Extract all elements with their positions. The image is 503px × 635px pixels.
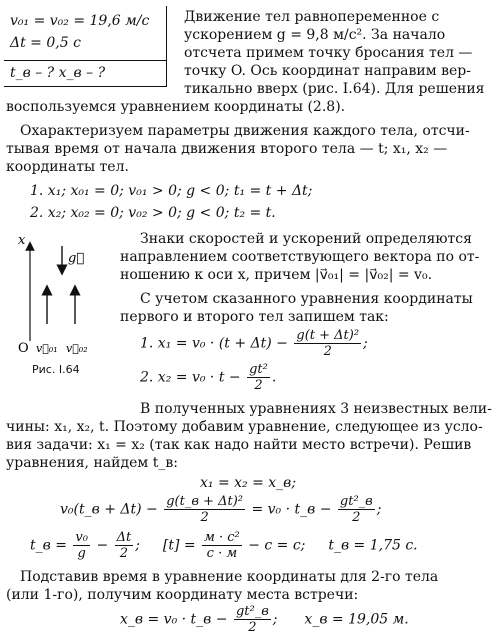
eq5-den2: 2 xyxy=(119,546,129,561)
para4-line-2: чины: x₁, x₂, t. Поэтому добавим уравнение, следующее из усло- xyxy=(6,419,483,435)
para3-line-4: С учетом сказанного уравнения координаты xyxy=(140,291,473,307)
intro-line-6: воспользуемся уравнением координаты (2.8). xyxy=(6,99,346,115)
para3-line-1: Знаки скоростей и ускорений определяются xyxy=(140,231,472,247)
para2-line-3: координаты тел. xyxy=(6,159,129,175)
eq5-result: t_в = 1,75 с. xyxy=(328,537,418,554)
equation-6 xyxy=(120,604,409,635)
eq2-num: gt² xyxy=(249,362,268,377)
equation-1 xyxy=(140,328,368,359)
eq5-fraction-1 xyxy=(73,530,90,561)
eq5-semi: ; xyxy=(135,537,140,554)
intro-line-2: ускорением g = 9,8 м/с². За начало xyxy=(184,27,446,43)
eq2-den: 2 xyxy=(254,378,263,393)
eq6-lhs: x_в = v₀ · t_в − xyxy=(120,611,228,628)
para3-line-3: ношению к оси x, причем |v⃗₀₁| = |v⃗₀₂| = v₀. xyxy=(120,267,433,283)
para4-line-1: В полученных уравнениях 3 неизвестных вели- xyxy=(140,401,492,417)
eq6-fraction xyxy=(234,604,271,635)
eq4-den2: 2 xyxy=(352,510,361,525)
eq5-t-lhs: t_в = xyxy=(30,537,67,554)
intro-line-1: Движение тел равнопеременное с xyxy=(184,9,440,25)
figure-i64 xyxy=(4,226,114,376)
eq1-den: 2 xyxy=(323,344,332,359)
para3-line-5: первого и второго тел запишем так: xyxy=(120,309,389,325)
eq6-num: gt²_в xyxy=(235,604,269,619)
given-time-interval: Δt = 0,5 с xyxy=(10,35,81,51)
eq4-fraction-2 xyxy=(338,494,375,525)
eq1-num: g(t + Δt)² xyxy=(296,328,360,343)
eq5-unit-rhs: − с = с; xyxy=(248,537,306,554)
eq2-suffix: . xyxy=(271,369,277,386)
x-axis-label: x xyxy=(18,233,26,248)
conditions-body-2: 2. x₂; x₀₂ = 0; v₀₂ > 0; g < 0; t₂ = t. xyxy=(30,205,276,221)
eq5-num1: v₀ xyxy=(75,530,88,545)
eq6-result: x_в = 19,05 м. xyxy=(304,611,409,628)
para4-line-3: вия задачи: x₁ = x₂ (так как надо найти место встречи). Решив xyxy=(6,437,472,453)
para4-line-4: уравнения, найдем t_в: xyxy=(6,455,178,471)
eq2-prefix: 2. x₂ = v₀ · t − xyxy=(140,369,241,386)
intro-line-3: отсчета примем точку бросания тел — xyxy=(184,45,473,61)
eq4-mid: = v₀ · t_в − xyxy=(251,501,332,518)
para3-line-2: направлением соответствующего вектора по от- xyxy=(120,249,480,265)
g-vector-label: g⃗ xyxy=(68,251,85,266)
para2-line-1: Охарактеризуем параметры движения каждого тела, отсчи- xyxy=(20,123,470,139)
intro-line-5: тикально вверх (рис. I.64). Для решения xyxy=(184,81,485,97)
eq1-suffix: ; xyxy=(363,335,368,352)
eq5-minus: − xyxy=(96,537,109,554)
eq5-fraction-3 xyxy=(202,530,242,561)
para5-line-1: Подставив время в уравнение координаты для 2-го тела xyxy=(20,569,439,585)
given-divider xyxy=(4,60,166,61)
eq2-fraction xyxy=(247,362,270,393)
eq5-num3: м · с² xyxy=(204,530,240,545)
eq4-num2: gt²_в xyxy=(339,494,373,509)
origin-label: O xyxy=(18,341,29,356)
eq1-fraction xyxy=(294,328,361,359)
eq4-den1: 2 xyxy=(200,510,209,525)
find-quantities: t_в – ? x_в – ? xyxy=(10,65,106,81)
para2-line-2: тывая время от начала движения второго тела — t; x₁, x₂ — xyxy=(6,141,448,157)
eq4-left: v₀(t_в + Δt) − xyxy=(60,501,158,518)
eq6-semi: ; xyxy=(272,611,278,628)
eq5-num2: Δt xyxy=(116,530,132,545)
equation-3: x₁ = x₂ = x_в; xyxy=(200,475,297,491)
conditions-body-1: 1. x₁; x₀₁ = 0; v₀₁ > 0; g < 0; t₁ = t + Δt; xyxy=(30,183,313,199)
eq5-unit-lhs: [t] = xyxy=(162,537,196,554)
para5-line-2: (или 1-го), получим координату места встречи: xyxy=(6,587,359,603)
eq4-fraction-1 xyxy=(164,494,245,525)
equation-4 xyxy=(60,494,381,525)
eq4-end: ; xyxy=(376,501,382,518)
v02-label: v⃗₀₂ xyxy=(66,342,88,355)
intro-line-4: точку O. Ось координат направим вер- xyxy=(184,63,471,79)
equation-5 xyxy=(30,530,418,561)
v01-label: v⃗₀₁ xyxy=(36,342,58,355)
eq5-fraction-2 xyxy=(115,530,134,561)
eq5-den3: с · м xyxy=(206,546,238,561)
eq6-den: 2 xyxy=(248,620,257,635)
figure-caption: Рис. I.64 xyxy=(32,363,80,376)
eq1-prefix: 1. x₁ = v₀ · (t + Δt) − xyxy=(140,335,288,352)
equation-2 xyxy=(140,362,276,393)
eq5-den1: g xyxy=(77,546,86,561)
given-velocities: v₀₁ = v₀₂ = 19,6 м/с xyxy=(10,13,150,29)
eq4-num1: g(t_в + Δt)² xyxy=(166,494,243,509)
